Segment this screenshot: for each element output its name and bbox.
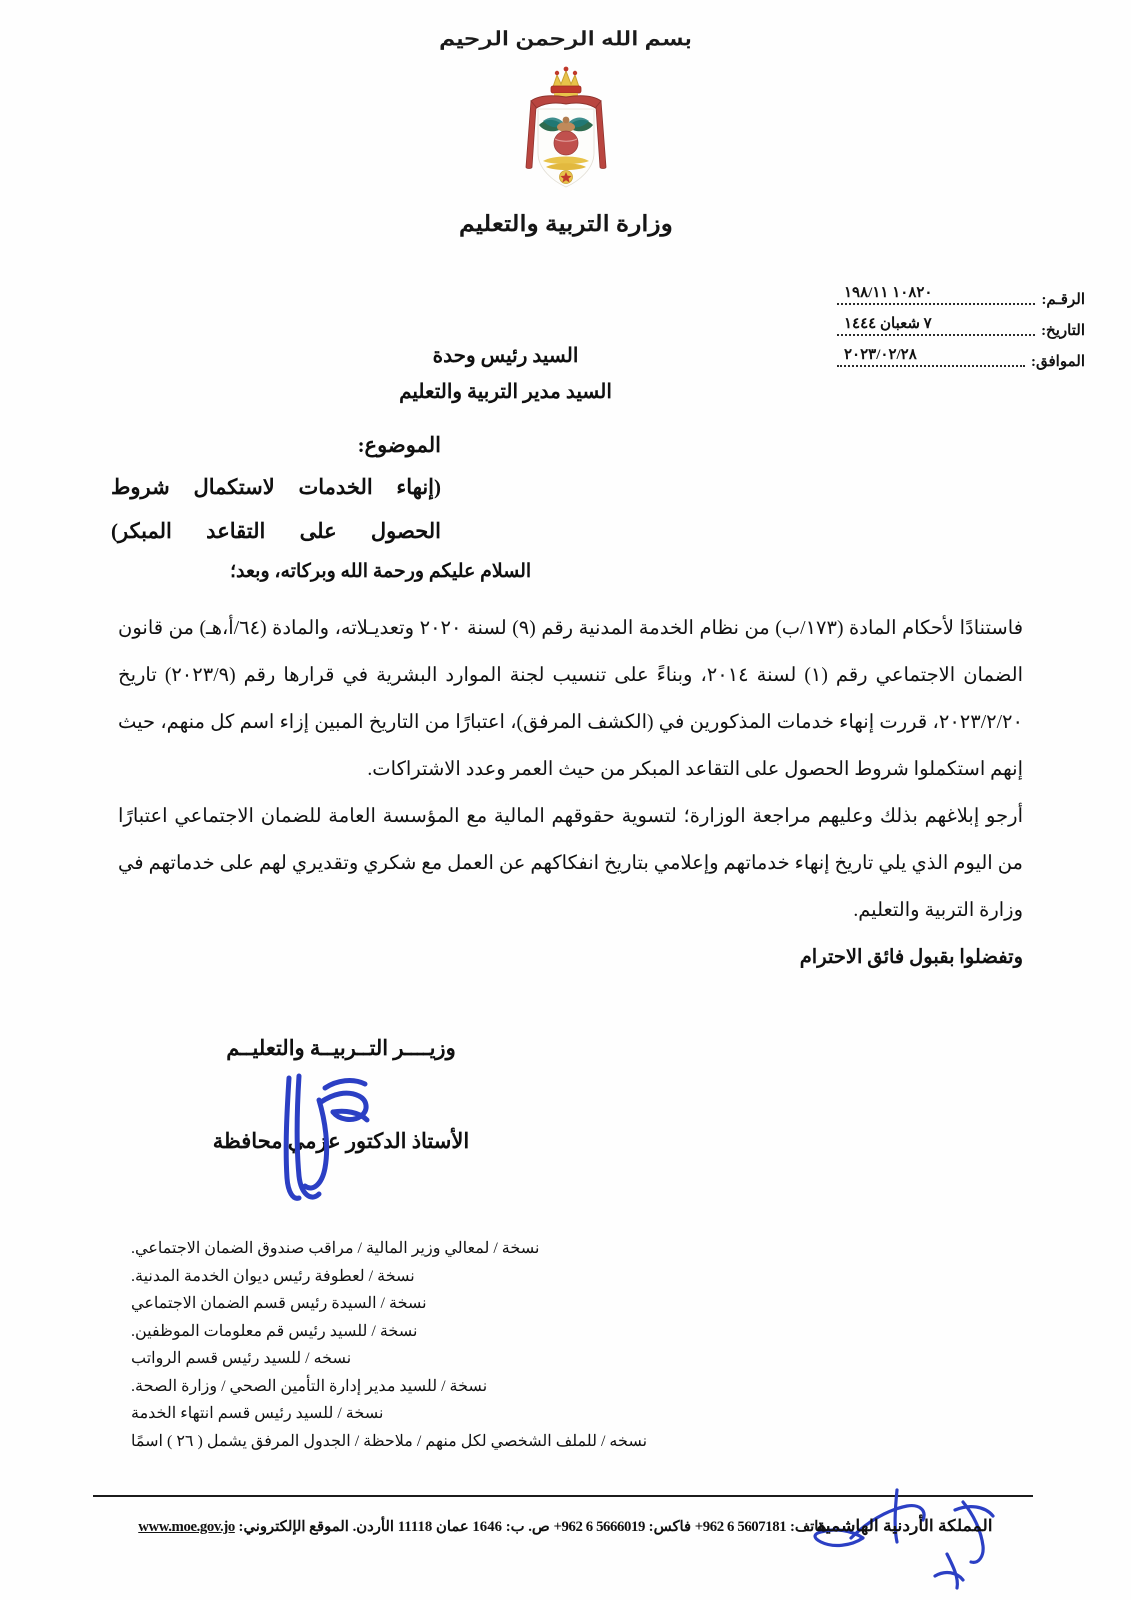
phone-number: +962 6 5607181 xyxy=(694,1519,786,1535)
signature-block xyxy=(131,1036,551,1154)
jordan-coat-of-arms-icon xyxy=(491,57,641,207)
reference-number-row xyxy=(835,278,1085,309)
website-url[interactable]: www.moe.gov.jo xyxy=(137,1519,235,1535)
ministry-name-text: وزارة التربية والتعليم xyxy=(458,211,673,236)
reference-gregorian-label: الموافق: xyxy=(1030,354,1085,370)
list-item: نسخة / لعطوفة رئيس ديوان الخدمة المدنية. xyxy=(131,1267,415,1285)
contact-line xyxy=(138,1519,826,1536)
list-item: نسخة / للسيد مدير إدارة التأمين الصحي / وزارة الصحة. xyxy=(131,1377,488,1395)
letterhead xyxy=(0,28,1131,237)
list-item: نسخة / لمعالي وزير المالية / مراقب صندوق الضمان الاجتماعي. xyxy=(131,1240,540,1257)
list-item: نسخة / للسيد رئيس قم معلومات الموظفين. xyxy=(131,1322,418,1340)
list-item: نسخة / للسيد رئيس قسم انتهاء الخدمة xyxy=(131,1405,384,1422)
reference-date-value: ٧ شعبان ١٤٤٤ xyxy=(841,314,935,333)
po-box-text: ص. ب: 1646 عمان 11118 الأردن. xyxy=(352,1519,550,1535)
fax-number: +962 6 5666019 xyxy=(553,1519,645,1535)
reference-number-label: الرقـم: xyxy=(1041,292,1085,308)
basmala-text: بسم الله الرحمن الرحيم xyxy=(439,29,692,50)
reference-hijri-date-row xyxy=(835,309,1085,340)
phone-label: هاتف: xyxy=(789,1519,827,1535)
distribution-list xyxy=(131,1235,1001,1455)
page-footer xyxy=(0,1505,1131,1536)
subject-line-1: (إنهاء الخدمات لاستكمال شروط xyxy=(111,475,441,499)
body-closing: وتفضلوا بقبول فائق الاحترام xyxy=(799,947,1023,968)
reference-date-label: التاريخ: xyxy=(1041,323,1085,339)
reference-number-dots xyxy=(837,303,1035,305)
website-label: الموقع الإلكتروني: xyxy=(238,1519,349,1535)
subject-line-2: الحصول على التقاعد المبكر) xyxy=(111,519,441,543)
greeting-text: السلام عليكم ورحمة الله وبركاته، وبعد؛ xyxy=(230,561,532,582)
body-paragraph-1: فاستنادًا لأحكام المادة (١٧٣/ب) من نظام الخدمة المدنية رقم (٩) لسنة ٢٠٢٠ وتعديـلاته، والمادة (٦٤/أ،هـ) من قانون الضمان الاجتماعي رقم (١) لسنة ٢٠١٤، وبناءً على تنسيب لجنة الموارد البشرية في قرارها رقم (٢٠٢٣/٩) تاريخ ٢٠٢٣/٢/٢٠، قررت إنهاء خدمات المذكورين في (الكشف المرفق)، اعتبارًا من التاريخ المبين إزاء اسم كل منهم، حيث إنهم استكملوا شروط الحصول على التقاعد المبكر من حيث العمر وعدد الاشتراكات. xyxy=(118,618,1024,780)
list-item: نسخه / للسيد رئيس قسم الرواتب xyxy=(131,1350,352,1367)
kingdom-name-text: المملكة الأردنية الهاشمية xyxy=(816,1518,993,1535)
fax-label: فاكس: xyxy=(648,1519,691,1535)
reference-number-value: ١٠٨٢٠ ١٩٨/١١ xyxy=(841,283,936,302)
subject-block xyxy=(111,425,441,553)
footer-handwritten-initials-icon xyxy=(701,1480,1031,1600)
list-item: نسخة / السيدة رئيس قسم الضمان الاجتماعي xyxy=(131,1295,427,1312)
letter-body xyxy=(118,605,1023,981)
reference-gregorian-value: ٢٠٢٣/٠٢/٢٨ xyxy=(841,345,920,364)
footer-divider xyxy=(93,1495,1033,1497)
body-paragraph-2: أرجو إبلاغهم بذلك وعليهم مراجعة الوزارة؛ لتسوية حقوقهم المالية مع المؤسسة العامة للضمان الاجتماعي اعتبارًا من اليوم الذي يلي تاريخ إنهاء خدماتهم وإعلامي بتاريخ انفكاكهم عن العمل مع شكري وتقديري لهم على خدماتهم في وزارة التربية والتعليم. xyxy=(118,806,1023,921)
addressee-line-1: السيد رئيس وحدة xyxy=(432,345,579,367)
signatory-name: الأستاذ الدكتور عزمي محافظة xyxy=(212,1129,470,1153)
subject-label: الموضوع: xyxy=(357,433,441,457)
addressee-line-2: السيد مدير التربية والتعليم xyxy=(399,381,612,403)
signatory-title: وزيــــر التــربيــة والتعليــم xyxy=(226,1036,456,1060)
reference-date-dots xyxy=(837,334,1035,336)
list-item: نسخه / للملف الشخصي لكل منهم / ملاحظة / الجدول المرفق يشمل ( ٢٦ ) اسمًا xyxy=(131,1432,648,1450)
addressee-block xyxy=(0,338,1131,410)
